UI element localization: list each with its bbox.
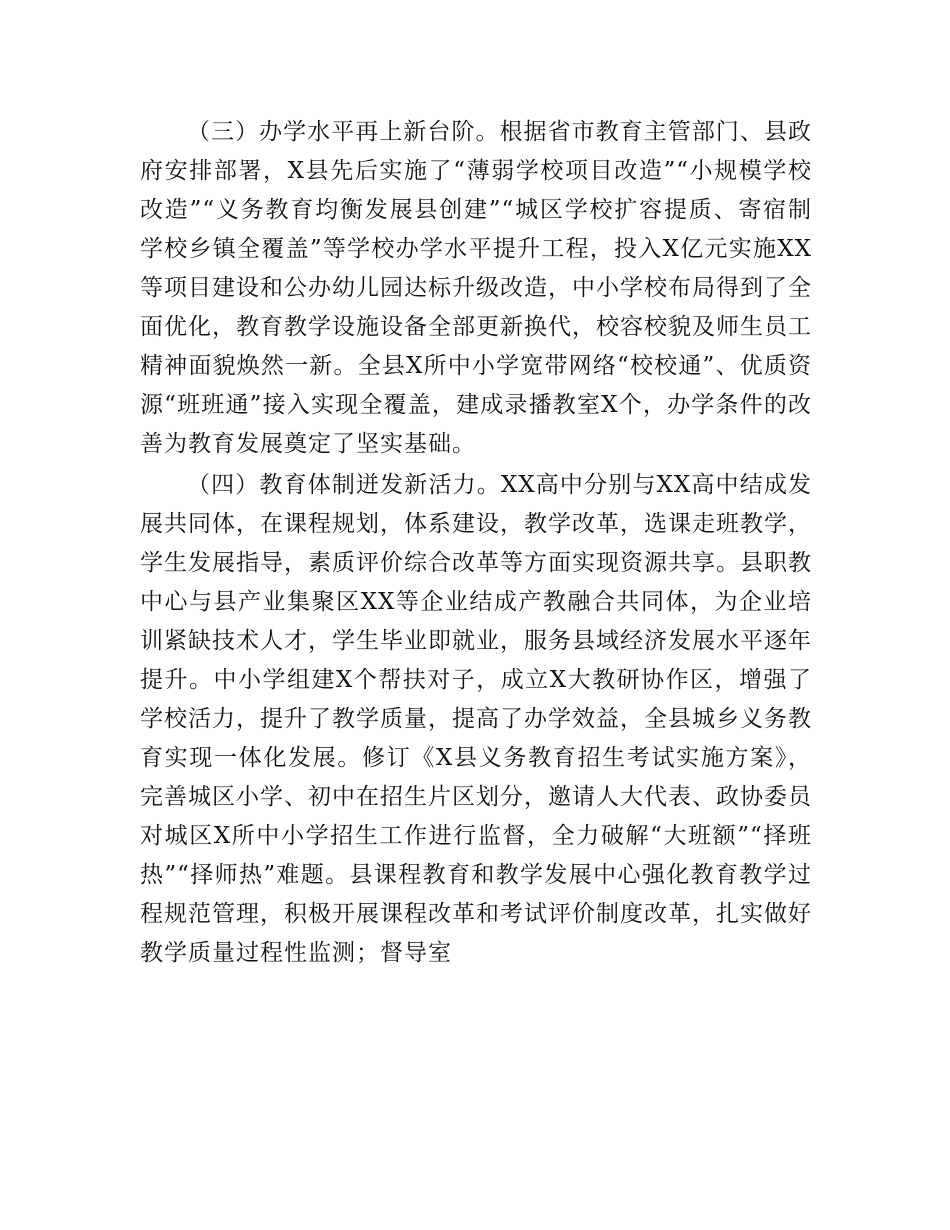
paragraph-section-4: （四）教育体制迸发新活力。XX高中分别与XX高中结成发展共同体，在课程规划，体系建设，教学改革，选课走班教学，学生发展指导，素质评价综合改革等方面实现资源共享。县职教中心与县产业集聚区XX等企业结成产教融合共同体，为企业培训紧缺技术人才，学生毕业即就业，服务县域经济发展水平逐年提升。中小学组建X个帮扶对子，成立X大教研协作区，增强了学校活力，提升了教学质量，提高了办学效益，全县城乡义务教育实现一体化发展。修订《X县义务教育招生考试实施方案》，完善城区小学、初中在招生片区划分，邀请人大代表、政协委员对城区X所中小学招生工作进行监督，全力破解“大班额”“择班热”“择师热”难题。县课程教育和教学发展中心强化教育教学过程规范管理，积极开展课程改革和考试评价制度改革，扎实做好教学质量过程性监测；督导室 [140,472,812,966]
document-body [140,113,812,973]
paragraph-section-3: （三）办学水平再上新台阶。根据省市教育主管部门、县政府安排部署，X县先后实施了“薄弱学校项目改造”“小规模学校改造”“义务教育均衡发展县创建”“城区学校扩容提质、寄宿制学校乡镇全覆盖”等学校办学水平提升工程，投入X亿元实施XX等项目建设和公办幼儿园达标升级改造，中小学校布局得到了全面优化，教育教学设施设备全部更新换代，校容校貌及师生员工精神面貌焕然一新。全县X所中小学宽带网络“校校通”、优质资源“班班通”接入实现全覆盖，建成录播教室X个，办学条件的改善为教育发展奠定了坚实基础。 [140,119,812,457]
